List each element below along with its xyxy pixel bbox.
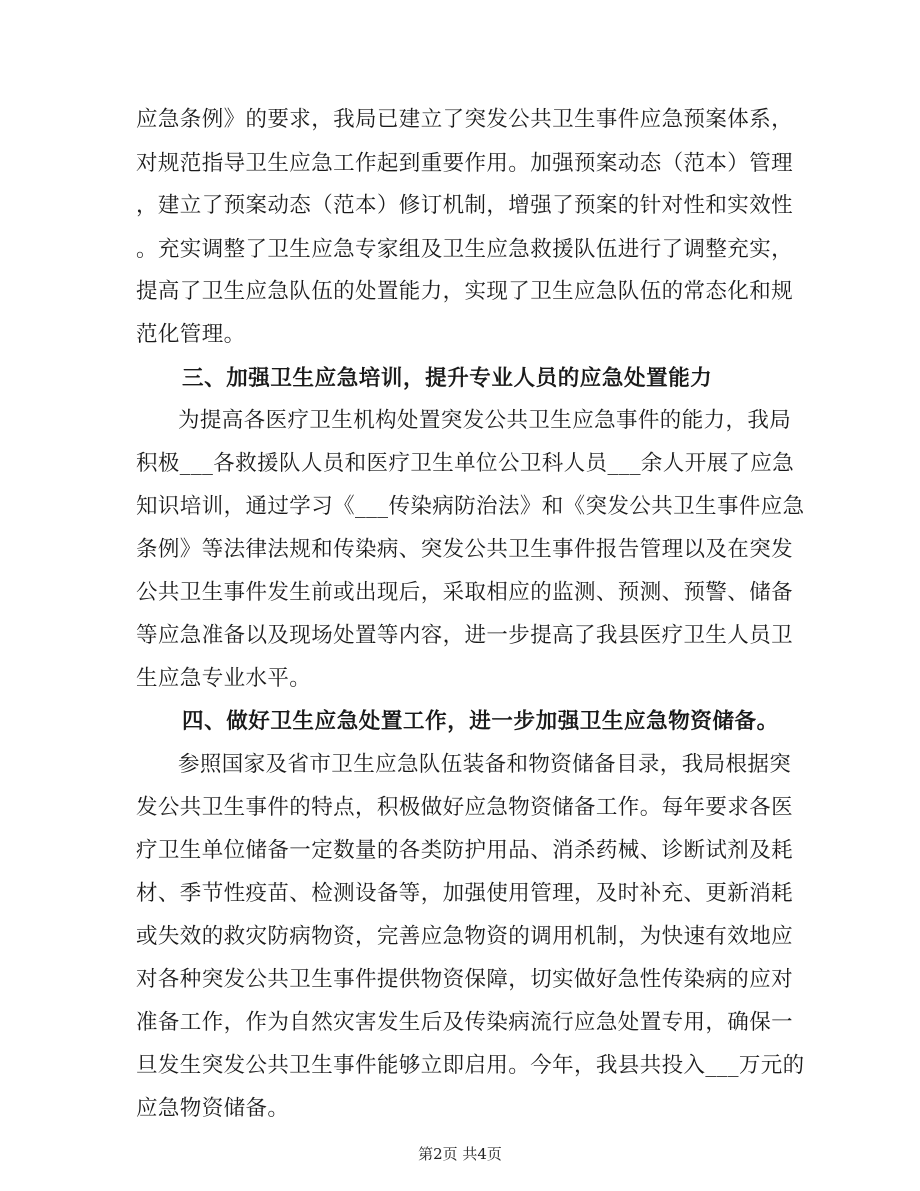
paragraph-line: 疗卫生单位储备一定数量的各类防护用品、消杀药械、诊断试剂及耗: [136, 838, 794, 863]
paragraph-line: 。充实调整了卫生应急专家组及卫生应急救援队伍进行了调整充实，: [136, 237, 794, 262]
paragraph-line: 知识培训，通过学习《___传染病防治法》和《突发公共卫生事件应急: [136, 494, 805, 519]
paragraph-line: ，建立了预案动态（范本）修订机制，增强了预案的针对性和实效性: [136, 193, 794, 218]
paragraph-line: 材、季节性疫苗、检测设备等，加强使用管理，及时补充、更新消耗: [136, 881, 794, 906]
page-footer: 第2页 共4页: [418, 1145, 502, 1163]
paragraph-line: 对规范指导卫生应急工作起到重要作用。加强预案动态（范本）管理: [136, 151, 794, 176]
paragraph-line: 应急物资储备。: [136, 1096, 290, 1121]
paragraph-line: 或失效的救灾防病物资，完善应急物资的调用机制，为快速有效地应: [136, 924, 794, 949]
paragraph-line: 公共卫生事件发生前或出现后，采取相应的监测、预测、预警、储备: [136, 580, 794, 605]
section-heading-4: 四、做好卫生应急处置工作，进一步加强卫生应急物资储备。: [182, 709, 779, 734]
paragraph-line: 旦发生突发公共卫生事件能够立即启用。今年，我县共投入___万元的: [136, 1053, 805, 1078]
section-heading-3: 三、加强卫生应急培训，提升专业人员的应急处置能力: [182, 366, 713, 391]
paragraph-line: 等应急准备以及现场处置等内容，进一步提高了我县医疗卫生人员卫: [136, 623, 794, 648]
paragraph-line: 发公共卫生事件的特点，积极做好应急物资储备工作。每年要求各医: [136, 795, 794, 820]
paragraph-line: 对各种突发公共卫生事件提供物资保障，切实做好急性传染病的应对: [136, 967, 794, 992]
paragraph-line: 条例》等法律法规和传染病、突发公共卫生事件报告管理以及在突发: [136, 537, 794, 562]
paragraph-line: 参照国家及省市卫生应急队伍装备和物资储备目录，我局根据突: [178, 752, 792, 777]
paragraph-line: 应急条例》的要求，我局已建立了突发公共卫生事件应急预案体系，: [136, 107, 794, 132]
paragraph-line: 提高了卫生应急队伍的处置能力，实现了卫生应急队伍的常态化和规: [136, 279, 794, 304]
paragraph-line: 准备工作，作为自然灾害发生后及传染病流行应急处置专用，确保一: [136, 1010, 794, 1035]
paragraph-line: 积极___各救援队人员和医疗卫生单位公卫科人员___余人开展了应急: [136, 451, 795, 476]
paragraph-line: 生应急专业水平。: [136, 666, 312, 691]
paragraph-line: 范化管理。: [136, 322, 246, 347]
paragraph-line: 为提高各医疗卫生机构处置突发公共卫生应急事件的能力，我局: [178, 408, 792, 433]
